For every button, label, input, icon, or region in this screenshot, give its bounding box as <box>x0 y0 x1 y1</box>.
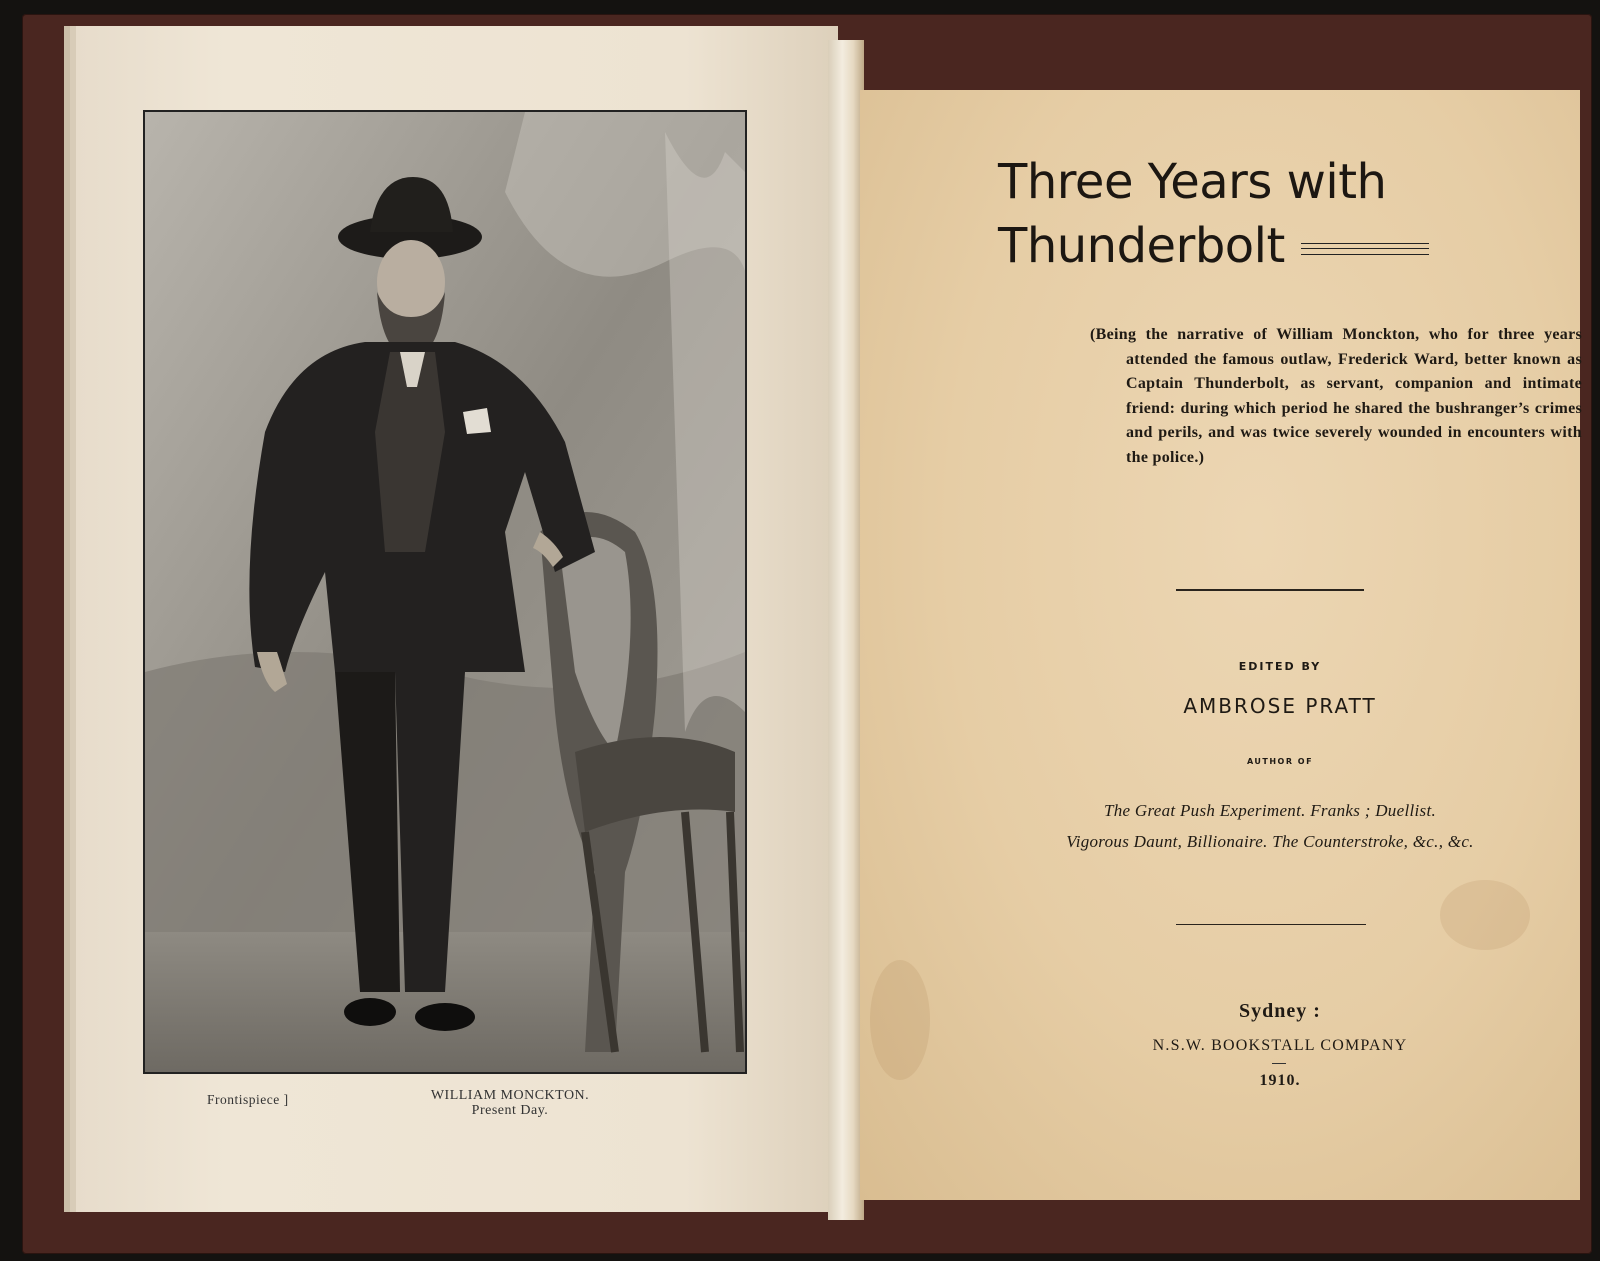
photo-caption <box>380 1088 640 1118</box>
page-stain <box>1440 880 1530 950</box>
title-line-2-wrap <box>998 214 1478 278</box>
publisher-city: Sydney : <box>1239 1000 1321 1022</box>
frontispiece-label: Frontispiece ] <box>207 1092 289 1107</box>
caption-name: WILLIAM MONCKTON. <box>430 1088 590 1103</box>
title-line-2: Thunderbolt <box>998 218 1285 274</box>
book-subtitle: (Being the narrative of William Monckton, who for three years attended the famous outlaw, Frederick Ward, better known as Captain Thunderbolt, as servant, companion and intimate friend: during which period he shared the bushranger’s crimes and perils, and was twice severely wounded in encounters with the police.) <box>1090 326 1582 466</box>
title-ornament-rule <box>1301 243 1429 255</box>
small-rule <box>1272 1063 1286 1064</box>
portrait-illustration <box>145 112 745 1072</box>
works-line-2: Vigorous Daunt, Billionaire. The Counterstroke, &c., &c. <box>1066 832 1474 851</box>
divider-rule <box>1176 589 1364 591</box>
editor-name: AMBROSE PRATT <box>1183 694 1377 718</box>
author-of-label: AUTHOR OF <box>1246 757 1314 766</box>
publisher-name: N.S.W. BOOKSTALL COMPANY <box>1152 1037 1408 1054</box>
caption-sub: Present Day. <box>471 1103 549 1118</box>
publication-year: 1910. <box>1259 1072 1301 1089</box>
book-title <box>998 150 1478 278</box>
book-gutter <box>828 40 864 1220</box>
frontispiece-photo <box>143 110 747 1074</box>
page-stain <box>870 960 930 1080</box>
edited-by-label: EDITED BY <box>1238 660 1322 673</box>
other-works <box>990 795 1550 857</box>
works-line-1: The Great Push Experiment. Franks ; Duellist. <box>1103 801 1437 820</box>
divider-rule <box>1176 924 1366 925</box>
title-line-1: Three Years with <box>998 154 1387 210</box>
